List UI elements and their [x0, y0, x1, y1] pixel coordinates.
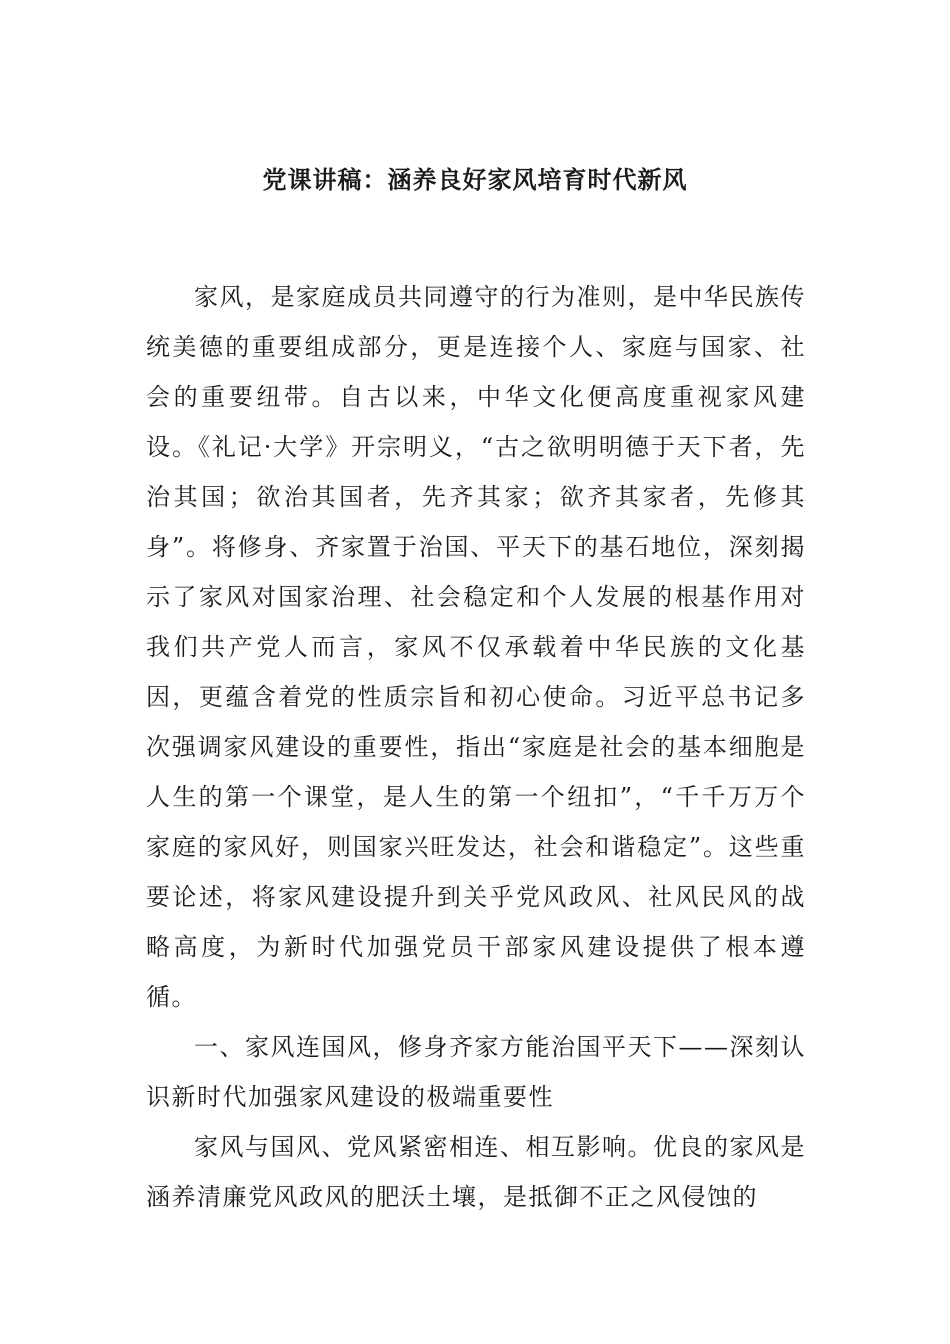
document-title: 党课讲稿：涵养良好家风培育时代新风	[262, 165, 688, 194]
document-body	[146, 272, 806, 1222]
section-heading-1: 一、家风连国风，修身齐家方能治国平天下——深刻认识新时代加强家风建设的极端重要性	[146, 1033, 806, 1111]
paragraph-section-1: 家风与国风、党风紧密相连、相互影响。优良的家风是涵养清廉党风政风的肥沃土壤，是抵御不正之风侵蚀的	[146, 1133, 806, 1211]
paragraph-intro: 家风，是家庭成员共同遵守的行为准则，是中华民族传统美德的重要组成部分，更是连接个人、家庭与国家、社会的重要纽带。自古以来，中华文化便高度重视家风建设。《礼记·大学》开宗明义，“古之欲明明德于天下者，先治其国；欲治其国者，先齐其家；欲齐其家者，先修其身”。将修身、齐家置于治国、平天下的基石地位，深刻揭示了家风对国家治理、社会稳定和个人发展的根基作用对我们共产党人而言，家风不仅承载着中华民族的文化基因，更蕴含着党的性质宗旨和初心使命。习近平总书记多次强调家风建设的重要性，指出“家庭是社会的基本细胞是人生的第一个课堂，是人生的第一个纽扣”，“千千万万个家庭的家风好，则国家兴旺发达，社会和谐稳定”。这些重要论述，将家风建设提升到关乎党风政风、社风民风的战略高度，为新时代加强党员干部家风建设提供了根本遵循。	[146, 283, 806, 1011]
